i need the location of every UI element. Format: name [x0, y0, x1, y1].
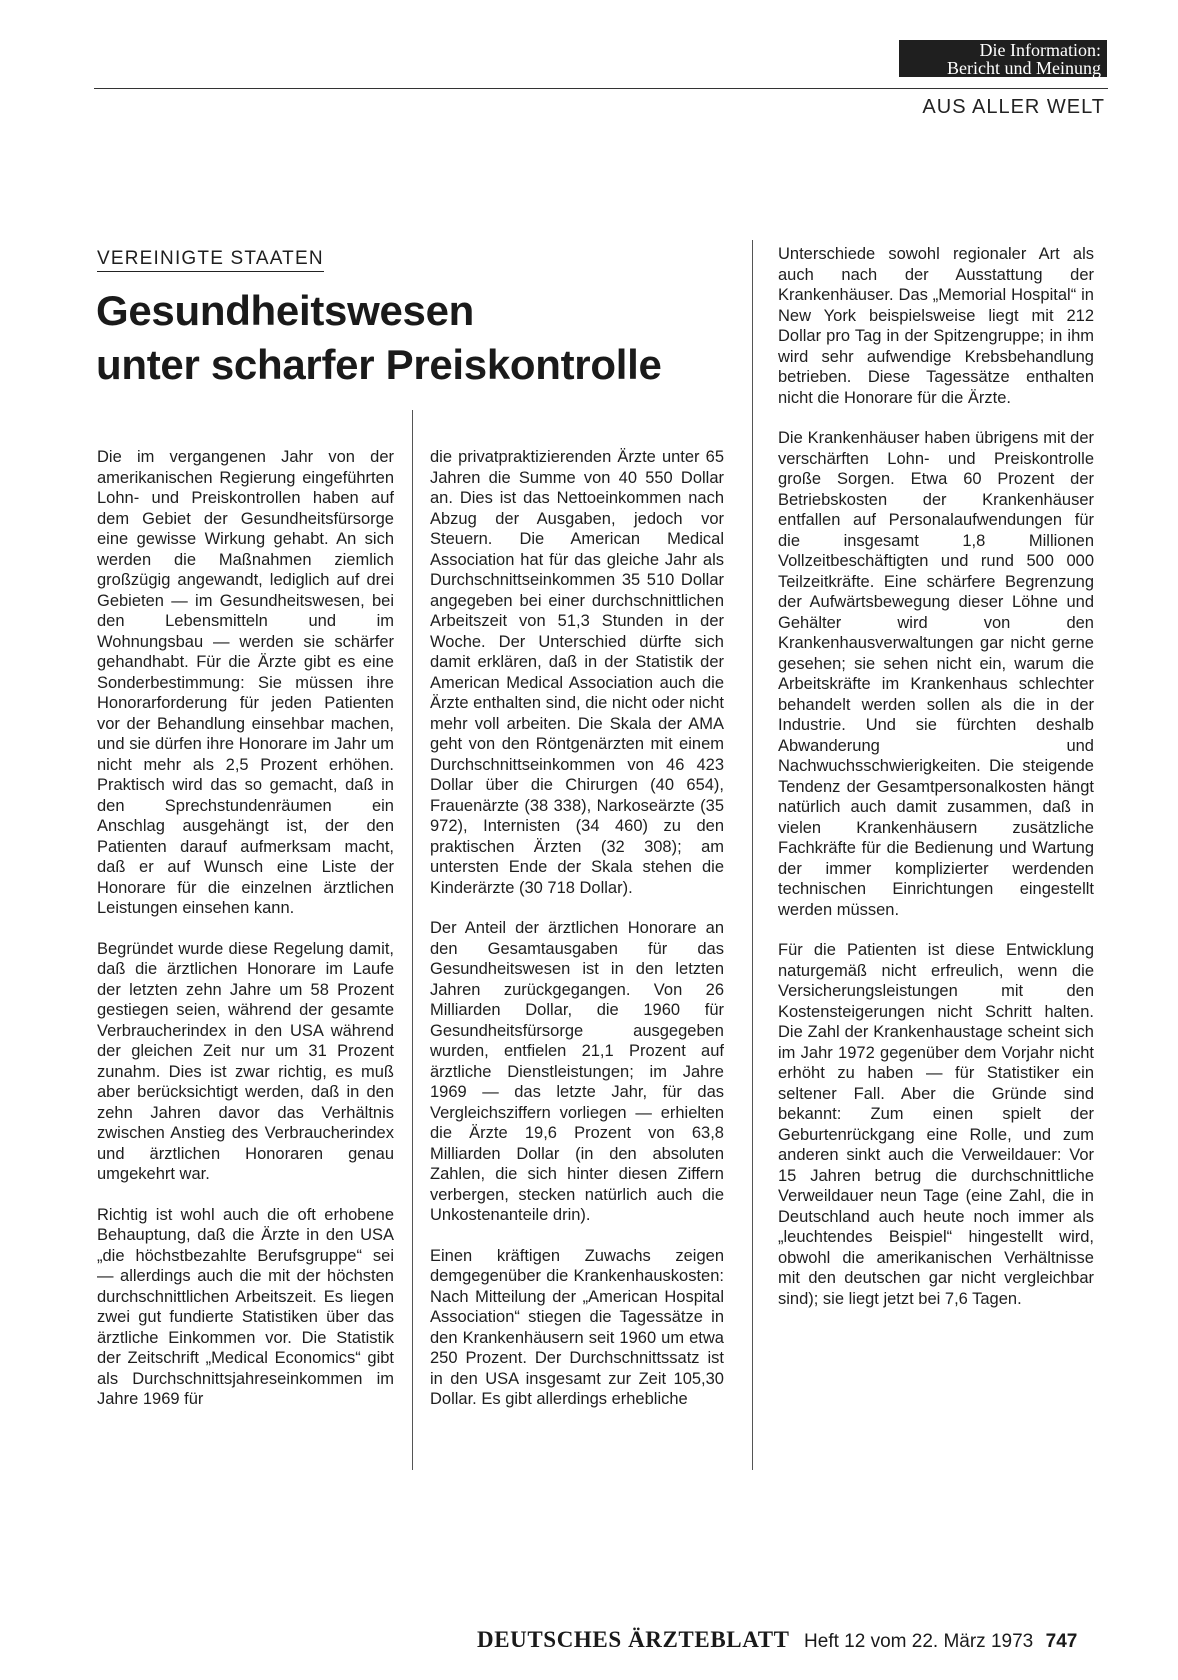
page-footer: [477, 1627, 1077, 1653]
journal-name: DEUTSCHES ÄRZTEBLATT: [477, 1627, 790, 1652]
text-column-2: [430, 447, 724, 1410]
headline-line-1: Gesundheitswesen: [96, 287, 474, 334]
rubric-line-2: Bericht und Meinung: [947, 58, 1101, 78]
text-column-1: [97, 447, 394, 1410]
section-title: AUS ALLER WELT: [922, 96, 1105, 118]
paragraph: Einen kräftigen Zuwachs zeigen demgegenüber die Krankenhauskosten: Nach Mitteilung der „American Hospital Association“ stiegen die Tagessätze in den Krankenhäusern seit 1960 um etwa 250 Prozent. Der Durchschnittssatz ist in den USA insgesamt zur Zeit 105,30 Dollar. Es gibt allerdings erhebliche: [430, 1246, 724, 1408]
paragraph: die privatpraktizierenden Ärzte unter 65 Jahren die Summe von 40 550 Dollar an. Dies ist das Nettoeinkommen nach Abzug der Ausgaben, jedoch vor Steuern. Die American Medical Association hat für das gleiche Jahr als Durchschnittseinkommen 35 510 Dollar angegeben bei einer durchschnittlichen Arbeitszeit von 51,3 Stunden in der Woche. Der Unterschied dürfte sich damit erklären, daß in der Statistik der American Medical Association auch die Ärzte enthalten sind, die nicht oder nicht mehr voll arbeiten. Die Skala der AMA geht von den Röntgenärzten mit einem Durchschnittseinkommen von 46 423 Dollar über die Chirurgen (40 654), Frauenärzte (38 338), Narkoseärzte (35 972), Internisten (34 460) zu den praktischen Ärzten (32 308); am untersten Ende der Skala stehen die Kinderärzte (30 718 Dollar).: [430, 448, 724, 897]
paragraph: Begründet wurde diese Regelung damit, daß die ärztlichen Honorare im Laufe der letzten zehn Jahre um 58 Prozent gestiegen seien, während der gesamte Verbraucherindex in den USA während der gleichen Zeit nur um 31 Prozent zunahm. Dies ist zwar richtig, es muß aber berücksichtigt werden, daß in den zehn Jahren davor das Verhältnis zwischen Anstieg des Verbraucherindex und ärztlichen Honoraren genau umgekehrt war.: [97, 939, 394, 1183]
paragraph: Der Anteil der ärztlichen Honorare an den Gesamtausgaben für das Gesundheitswesen ist in den letzten Jahren zurückgegangen. Von 26 Milliarden Dollar, die 1960 für Gesundheitsfürsorge ausgegeben wurden, entfielen 21,1 Prozent auf ärztliche Dienstleistungen; im Jahre 1969 — das letzte Jahr, für das Vergleichsziffern vorliegen — erhielten die Ärzte 19,6 Prozent von 63,8 Milliarden Dollar (in den absoluten Zahlen, die sich hinter diesen Ziffern verbergen, stecken natürlich auch die Unkostenanteile drin).: [430, 919, 724, 1224]
paragraph: Unterschiede sowohl regionaler Art als auch nach der Ausstattung der Krankenhäuser. Das „Memorial Hospital“ in New York beispielsweise liegt mit 212 Dollar pro Tag in der Spitzengruppe; in ihm wird sehr aufwendige Krebsbehandlung betrieben. Diese Tagessätze enthalten nicht die Honorare für die Ärzte.: [778, 245, 1094, 407]
paragraph: Die Krankenhäuser haben übrigens mit der verschärften Lohn- und Preiskontrolle große Sorgen. Etwa 60 Prozent der Betriebskosten der Krankenhäuser entfallen auf Personalaufwendungen für die insgesamt 1,8 Millionen Vollzeitbeschäftigten und rund 500 000 Teilzeitkräfte. Eine schärfere Begrenzung der Aufwärtsbewegung dieser Löhne und Gehälter wird von den Krankenhausverwaltungen gar nicht gerne gesehen; sie sehen nicht ein, warum die Arbeitskräfte im Krankenhaus schlechter behandelt werden sollen als die in der Industrie. Und sie fürchten deshalb Abwanderung und Nachwuchsschwierigkeiten. Die steigende Tendenz der Gesamtpersonalkosten hängt natürlich auch damit zusammen, daß in vielen Krankenhäusern zusätzliche Fachkräfte für die Bedienung und Wartung der immer komplizierter werdenden technischen Einrichtungen eingestellt werden müssen.: [778, 429, 1094, 919]
rubric-badge: [899, 40, 1107, 77]
article-kicker: VEREINIGTE STAATEN: [97, 248, 324, 272]
issue-info: Heft 12 vom 22. März 1973: [804, 1631, 1034, 1652]
rubric-line-1: Die Information:: [979, 40, 1101, 60]
column-divider: [752, 240, 753, 1470]
page-number: 747: [1045, 1631, 1078, 1652]
header-rule: [94, 88, 1108, 89]
paragraph: Die im vergangenen Jahr von der amerikanischen Regierung eingeführten Lohn- und Preiskontrollen haben auf dem Gebiet der Gesundheitsfürsorge eine gewisse Wirkung gehabt. An sich werden die Maßnahmen ziemlich großzügig angewandt, lediglich auf drei Gebieten — im Gesundheitswesen, bei den Lebensmitteln und im Wohnungsbau — werden sie schärfer gehandhabt. Für die Ärzte gibt es eine Sonderbestimmung: Sie müssen ihre Honorarforderung für jeden Patienten vor der Behandlung einsehbar machen, und sie dürfen ihre Honorare im Jahr um nicht mehr als 2,5 Prozent erhöhen. Praktisch wird das so gemacht, daß in den Sprechstundenräumen ein Anschlag ausgehängt ist, der den Patienten darauf aufmerksam macht, daß er auf Wunsch eine Liste der Honorare für die einzelnen ärztlichen Leistungen einsehen kann.: [97, 448, 394, 917]
text-column-3: [778, 244, 1094, 1309]
column-divider: [412, 410, 413, 1470]
headline-line-2: unter scharfer Preiskontrolle: [96, 341, 662, 388]
paragraph: Richtig ist wohl auch die oft erhobene Behauptung, daß die Ärzte in den USA „die höchstbezahlte Berufsgruppe“ sei — allerdings auch die mit der höchsten durchschnittlichen Arbeitszeit. Es liegen zwei gut fundierte Statistiken über das ärztliche Einkommen vor. Die Statistik der Zeitschrift „Medical Economics“ gibt als Durchschnittsjahreseinkommen im Jahre 1969 für: [97, 1205, 394, 1408]
paragraph: Für die Patienten ist diese Entwicklung naturgemäß nicht erfreulich, wenn die Versicherungsleistungen mit den Kostensteigerungen nicht Schritt halten. Die Zahl der Krankenhaustage scheint sich im Jahr 1972 gegenüber dem Vorjahr nicht erhöht zu haben — für Statistiker ein seltener Fall. Aber die Gründe sind bekannt: Zum einen spielt der Geburtenrückgang eine Rolle, und zum anderen sinkt auch die Verweildauer: Vor 15 Jahren betrug die durchschnittliche Verweildauer neun Tage (eine Zahl, die in Deutschland auch heute noch immer als „leuchtendes Beispiel“ hingestellt wird, obwohl die amerikanischen Verhältnisse mit den deutschen gar nicht vergleichbar sind); sie liegt jetzt bei 7,6 Tagen.: [778, 941, 1094, 1308]
article-headline: [96, 284, 716, 392]
